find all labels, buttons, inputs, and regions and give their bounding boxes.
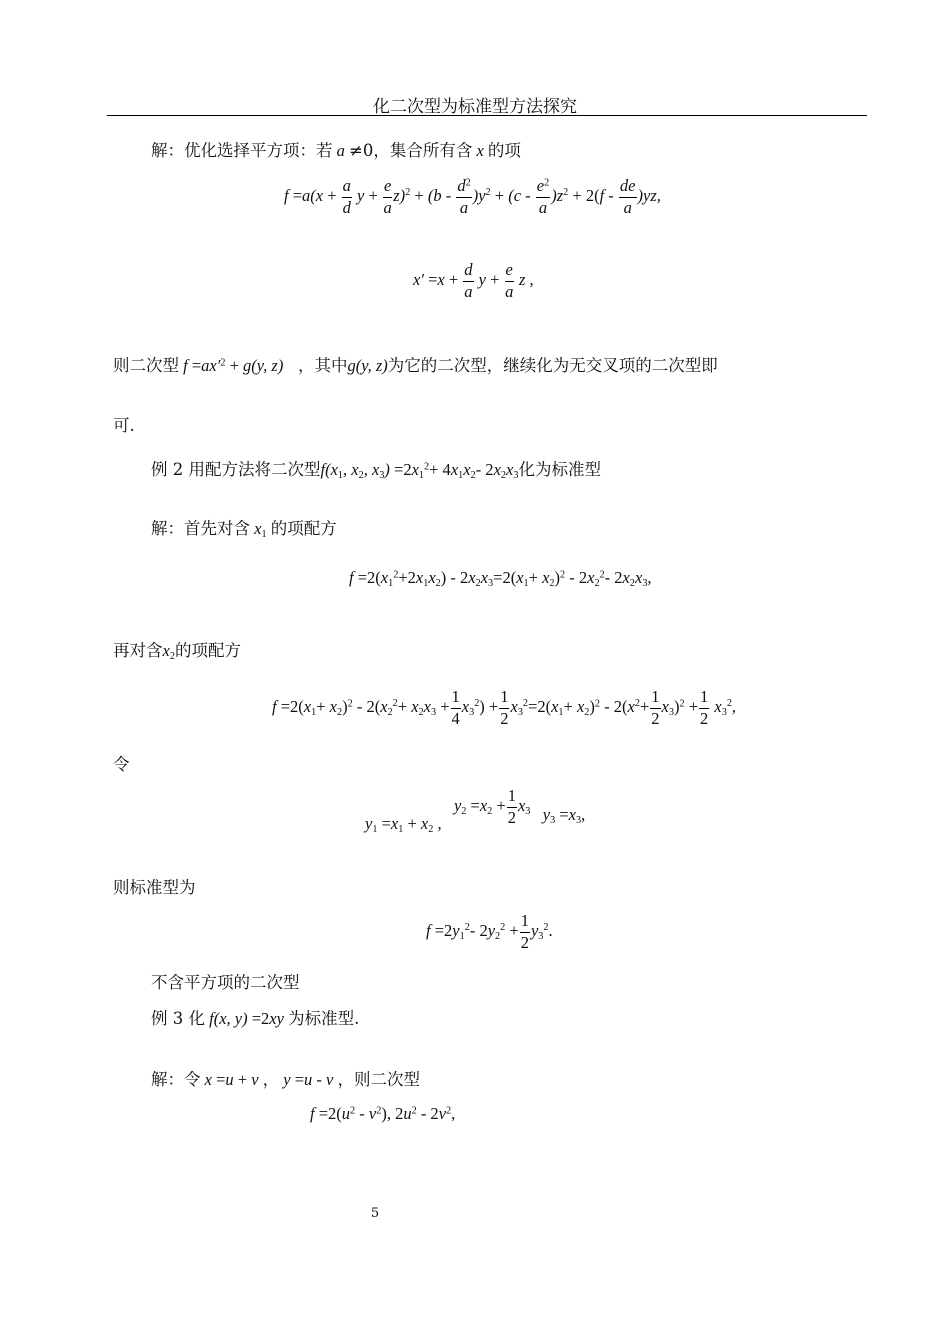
math-g-yz: g(y, z)	[347, 356, 388, 375]
standard-form-label: 则标准型为	[113, 878, 196, 897]
step-2-lead: 再对含	[113, 641, 163, 660]
equation-f-completed-square: f =a(x + $\frac{a}{d}$ y + $\frac{e}{a}$ z)$^2$ + (b - $\frac{d^2}{a}$ )$y^2 + (c$ - $\frac{e^2}{a}$ )$z^2 + 2(f$ - $\frac{de}{a}$ )yz,	[284, 176, 661, 217]
then-quadratic-lead: 则二次型	[113, 356, 179, 375]
math-y-eq-u-minus-v: y =u - v	[279, 1070, 338, 1089]
solution-1-condition: ≠0，集合所有含	[349, 141, 473, 160]
equation-step-1: $f =2(x_1^2+2x_1x_2) - 2x_2x_3=2(x_1+ x_2)^2 - 2x_2^2-$ $2x_2x_3$,	[349, 568, 652, 590]
step-2	[113, 637, 241, 661]
section-title: 不含平方项的二次型	[151, 973, 300, 992]
math-x-eq-u-plus-v: x =u + v	[200, 1070, 263, 1089]
solution-3-separator: ，	[262, 1070, 280, 1089]
paragraph-solution-1	[151, 137, 521, 161]
header-rule	[107, 115, 867, 116]
solution-1-lead: 解：优化选择平方项：若	[151, 141, 333, 160]
solution-1-tail: 的项	[487, 141, 521, 160]
math-example-2-form: $f(x_1$, $x_2$, $x_3) =2x_1^2+ 4x_1x_2-$ $2x_2x_3$	[320, 460, 519, 482]
equation-example-3: $f =2(u^2 - v^2)$, $2u^2 - 2v^2$,	[310, 1104, 456, 1123]
equation-step-2: $f =2(x_1+ x_2)^2 - 2(x_2^2+ x_2x_3$ + $\frac{1}{4}$ $x_3^2$) + $\frac{1}{2}$ $x_3^2=2(x_1+ x_2)^2 - 2(x^2+$ $\frac{1}{2}$ $x_3)^2$ + $\frac{1}{2}$ $x_3^2$,	[272, 687, 737, 728]
page-number: 5	[370, 1206, 380, 1221]
solution-3-lead: 解：令	[151, 1070, 201, 1089]
math-x: x	[472, 141, 488, 160]
solution-2-tail: 的项配方	[270, 519, 337, 538]
solution-2	[151, 515, 337, 539]
example-3-lead: 例 3 化	[151, 1009, 205, 1028]
math-a: a	[332, 141, 349, 160]
example-3-tail: 为标准型.	[288, 1009, 360, 1028]
math-f-ax-g: $f =ax'^2 + g(y$, z)	[179, 356, 288, 375]
paragraph-then-quadratic-cont: 可.	[113, 416, 135, 435]
math-x1: $x_1$	[250, 519, 267, 541]
solution-3	[151, 1066, 420, 1090]
page-header-title: 化二次型为标准型方法探究	[373, 97, 577, 117]
solution-3-tail: ，则二次型	[337, 1070, 420, 1089]
equation-substitution: $y_1 =x_1 + x_2$ , $y_2 =x_2$ + $\frac{1}{2}$ $x_3$ $y_3 =x_3$,	[365, 786, 586, 835]
equation-standard-form: $f =2y_1^2-$ $2y_2^2$ + $\frac{1}{2}$ $y_3^2$.	[426, 911, 553, 952]
then-quadratic-mid: ，其中	[297, 356, 348, 375]
example-2	[151, 456, 601, 480]
example-2-tail: 化为标准型	[518, 460, 601, 479]
then-quadratic-tail: 为它的二次型，继续化为无交叉项的二次型即	[387, 356, 718, 375]
let-label: 令	[113, 755, 130, 774]
solution-2-lead: 解：首先对含	[151, 519, 250, 538]
equation-x-prime: x′ =x + $\frac{d}{a}$ y + $\frac{e}{a}$ z ,	[413, 260, 534, 301]
math-x2: $x_2$	[162, 641, 175, 663]
paragraph-then-quadratic	[113, 352, 718, 376]
example-3	[151, 1005, 359, 1029]
example-2-lead: 例 2 用配方法将二次型	[151, 460, 321, 479]
math-example-3-form: f(x, y) =2xy	[205, 1009, 289, 1028]
step-2-tail: 的项配方	[174, 641, 241, 660]
